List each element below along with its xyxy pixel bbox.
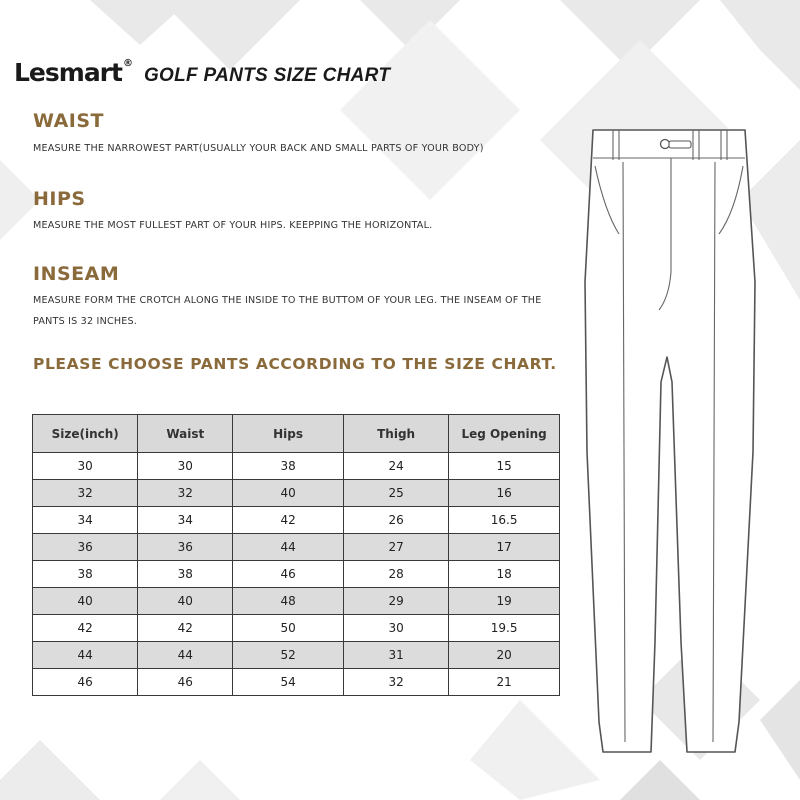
table-cell: 44 — [33, 642, 138, 669]
table-cell: 16 — [449, 480, 560, 507]
table-cell: 30 — [138, 453, 233, 480]
table-row — [33, 534, 560, 561]
table-cell: 42 — [233, 507, 344, 534]
table-cell: 40 — [138, 588, 233, 615]
table-row — [33, 507, 560, 534]
table-cell: 28 — [343, 561, 448, 588]
table-cell: 36 — [33, 534, 138, 561]
table-cell: 15 — [449, 453, 560, 480]
inseam-description: MEASURE FORM THE CROTCH ALONG THE INSIDE TO THE BUTTOM OF YOUR LEG. THE INSEAM OF THE PANTS IS 32 INCHES. — [33, 295, 542, 327]
table-cell: 30 — [33, 453, 138, 480]
table-cell: 34 — [138, 507, 233, 534]
table-cell: 46 — [33, 669, 138, 696]
column-header: Size(inch) — [33, 415, 138, 453]
table-row — [33, 561, 560, 588]
table-cell: 54 — [233, 669, 344, 696]
brand-logo: Lesmart® — [14, 58, 132, 87]
brand-header — [14, 58, 390, 87]
size-chart-note: PLEASE CHOOSE PANTS ACCORDING TO THE SIZE CHART. — [33, 355, 557, 373]
table-cell: 16.5 — [449, 507, 560, 534]
column-header: Hips — [233, 415, 344, 453]
table-cell: 27 — [343, 534, 448, 561]
table-cell: 31 — [343, 642, 448, 669]
table-row — [33, 642, 560, 669]
table-cell: 32 — [33, 480, 138, 507]
waist-heading: WAIST — [33, 110, 105, 132]
column-header: Waist — [138, 415, 233, 453]
table-cell: 21 — [449, 669, 560, 696]
column-header: Thigh — [343, 415, 448, 453]
table-header-row — [33, 415, 560, 453]
table-row — [33, 480, 560, 507]
chart-title: GOLF PANTS SIZE CHART — [143, 65, 391, 86]
button-icon — [661, 140, 670, 149]
table-cell: 32 — [343, 669, 448, 696]
table-cell: 19 — [449, 588, 560, 615]
table-cell: 46 — [233, 561, 344, 588]
table-row — [33, 615, 560, 642]
table-cell: 42 — [33, 615, 138, 642]
column-header: Leg Opening — [449, 415, 560, 453]
table-row — [33, 669, 560, 696]
table-cell: 29 — [343, 588, 448, 615]
waist-description: MEASURE THE NARROWEST PART(USUALLY YOUR BACK AND SMALL PARTS OF YOUR BODY) — [33, 143, 484, 154]
inseam-heading: INSEAM — [33, 263, 120, 285]
table-cell: 38 — [33, 561, 138, 588]
table-cell: 32 — [138, 480, 233, 507]
table-cell: 18 — [449, 561, 560, 588]
table-cell: 30 — [343, 615, 448, 642]
table-cell: 38 — [138, 561, 233, 588]
table-cell: 19.5 — [449, 615, 560, 642]
table-cell: 42 — [138, 615, 233, 642]
table-cell: 17 — [449, 534, 560, 561]
tab-closure — [669, 141, 691, 148]
table-cell: 25 — [343, 480, 448, 507]
table-cell: 44 — [138, 642, 233, 669]
table-cell: 34 — [33, 507, 138, 534]
table-cell: 40 — [233, 480, 344, 507]
registered-mark: ® — [122, 58, 132, 69]
hips-heading: HIPS — [33, 188, 86, 210]
table-cell: 20 — [449, 642, 560, 669]
table-row — [33, 453, 560, 480]
table-cell: 26 — [343, 507, 448, 534]
table-cell: 40 — [33, 588, 138, 615]
table-row — [33, 588, 560, 615]
table-cell: 50 — [233, 615, 344, 642]
size-table — [32, 414, 560, 696]
pants-illustration — [575, 122, 765, 762]
table-cell: 36 — [138, 534, 233, 561]
table-cell: 38 — [233, 453, 344, 480]
table-cell: 48 — [233, 588, 344, 615]
table-cell: 52 — [233, 642, 344, 669]
table-cell: 24 — [343, 453, 448, 480]
table-cell: 46 — [138, 669, 233, 696]
hips-description: MEASURE THE MOST FULLEST PART OF YOUR HIPS. KEEPPING THE HORIZONTAL. — [33, 220, 433, 231]
table-cell: 44 — [233, 534, 344, 561]
pants-outline — [585, 130, 755, 752]
